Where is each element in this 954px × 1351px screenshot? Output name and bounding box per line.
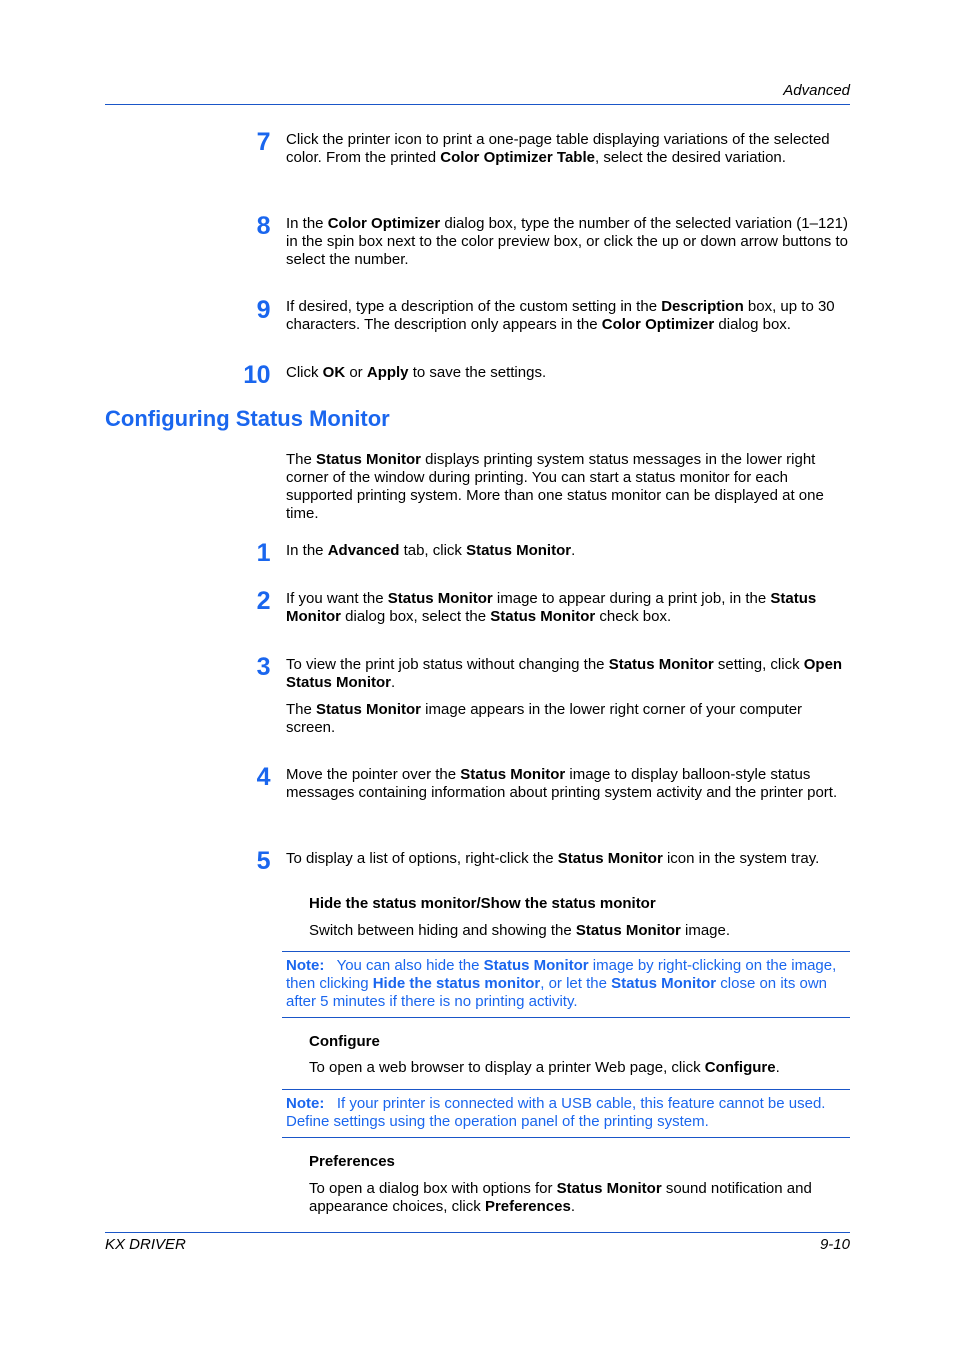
step-text: To view the print job status without changing the Status Monitor setting, click Open Status Monitor. <box>286 656 843 691</box>
step-text: To display a list of options, right-click the Status Monitor icon in the system tray. <box>286 850 820 867</box>
step-number: 1 <box>256 539 270 567</box>
step-followup-text: The Status Monitor image appears in the lower right corner of your computer screen. <box>286 701 803 736</box>
note-rule <box>282 951 850 952</box>
step-text: In the Advanced tab, click Status Monitor. <box>286 542 576 559</box>
note-rule <box>282 1089 850 1090</box>
running-header: Advanced <box>783 82 850 99</box>
step-number: 10 <box>243 361 270 389</box>
option-description: To open a web browser to display a printer Web page, click Configure. <box>309 1059 780 1076</box>
step-text: If desired, type a description of the custom setting in the Description box, up to 30 characters. The description only appears in the Color Optimizer dialog box. <box>286 298 835 333</box>
note: Note: You can also hide the Status Monitor image by right-clicking on the image, then clicking Hide the status monitor, or let the Status Monitor close on its own after 5 minutes if there is no printing activity. <box>286 957 837 1010</box>
option-heading: Configure <box>309 1033 380 1050</box>
note: Note: If your printer is connected with a USB cable, this feature cannot be used. Define settings using the operation panel of the printing system. <box>286 1095 826 1130</box>
step-number: 3 <box>256 653 270 681</box>
footer-title: KX DRIVER <box>105 1236 186 1253</box>
step-text: In the Color Optimizer dialog box, type the number of the selected variation (1–121) in the spin box next to the color preview box, or click the up or down arrow buttons to select the number. <box>286 215 848 268</box>
note-rule <box>282 1137 850 1138</box>
intro-paragraph: The Status Monitor displays printing system status messages in the lower right corner of the window during printing. You can start a status monitor for each supported printing system. More than one status monitor can be displayed at one time. <box>286 451 824 522</box>
step-number: 9 <box>256 296 270 324</box>
page-number: 9-10 <box>819 1236 850 1253</box>
option-heading: Hide the status monitor/Show the status monitor <box>309 895 656 912</box>
step-number: 5 <box>256 847 270 875</box>
header-rule <box>105 104 850 105</box>
step-number: 4 <box>256 763 270 791</box>
step-number: 7 <box>256 128 270 156</box>
note-rule <box>282 1017 850 1018</box>
step-text: Click the printer icon to print a one-page table displaying variations of the selected color. From the printed Color Optimizer Table, select the desired variation. <box>286 131 830 166</box>
step-text: Click OK or Apply to save the settings. <box>286 364 547 381</box>
step-text: If you want the Status Monitor image to appear during a print job, in the Status Monitor dialog box, select the Status Monitor check box. <box>286 590 817 625</box>
step-number: 8 <box>256 212 270 240</box>
option-heading: Preferences <box>309 1153 395 1170</box>
footer-rule <box>105 1232 850 1233</box>
step-number: 2 <box>256 587 270 615</box>
option-description: Switch between hiding and showing the Status Monitor image. <box>309 922 731 939</box>
step-text: Move the pointer over the Status Monitor image to display balloon-style status messages containing information about printing system activity and the printer port. <box>286 766 838 801</box>
section-title: Configuring Status Monitor <box>105 406 390 431</box>
option-description: To open a dialog box with options for Status Monitor sound notification and appearance choices, click Preferences. <box>309 1180 812 1215</box>
